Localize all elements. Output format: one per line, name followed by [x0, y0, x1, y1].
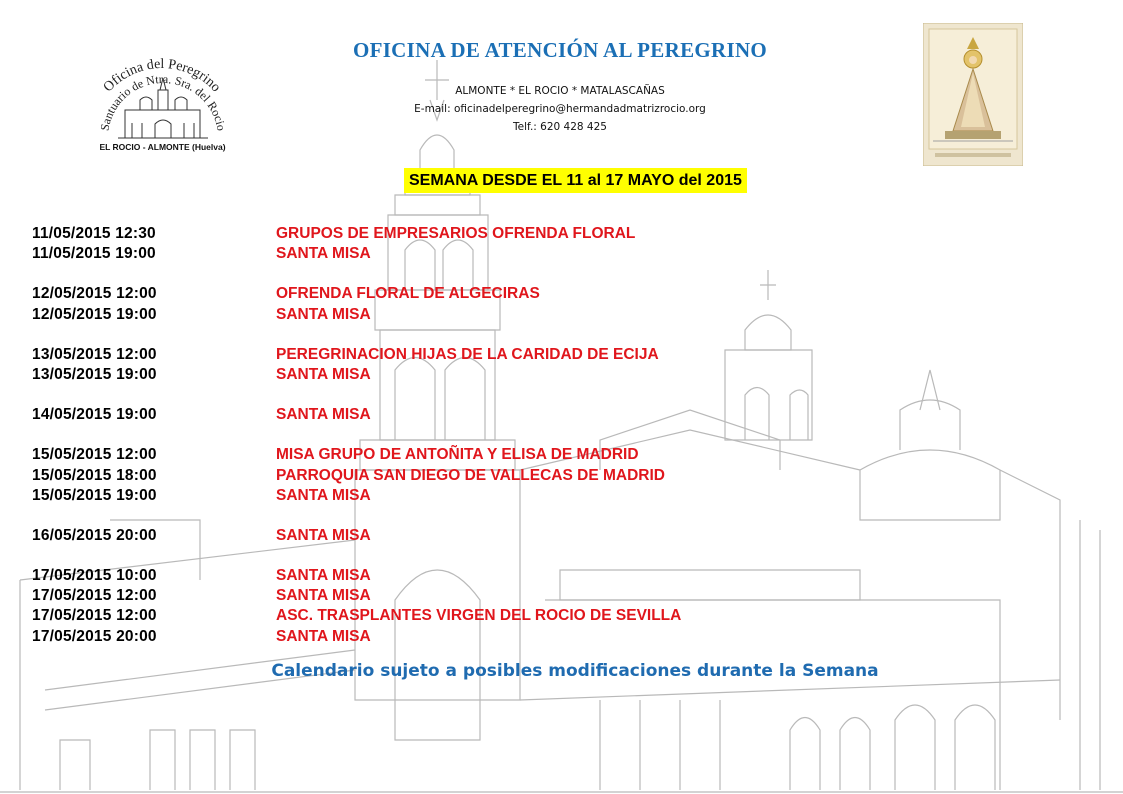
schedule-row: [32, 224, 812, 244]
schedule-row: [32, 345, 812, 365]
schedule-datetime: 11/05/2015 12:30: [32, 225, 156, 242]
schedule-event: SANTA MISA: [276, 245, 371, 263]
footer-note: Calendario sujeto a posibles modificaciones durante la Semana: [271, 661, 879, 681]
schedule-row: [32, 305, 812, 325]
schedule-datetime: 17/05/2015 20:00: [32, 627, 157, 645]
schedule-datetime: 16/05/2015 20:00: [32, 526, 157, 544]
schedule-datetime: 17/05/2015 12:00: [32, 607, 157, 625]
schedule-row: [32, 466, 812, 486]
logo-arc-outer: Oficina del Peregrino: [100, 56, 224, 96]
group-spacer: [32, 546, 812, 566]
schedule-row: [32, 244, 812, 264]
page-title: OFICINA DE ATENCIÓN AL PEREGRINO: [352, 38, 768, 62]
group-spacer: [32, 506, 812, 526]
schedule-event: ASC. TRASPLANTES VIRGEN DEL ROCIO DE SEVILLA: [276, 607, 682, 625]
schedule-row: [32, 284, 812, 304]
logo-arc-inner: Santuario de Ntra. Sra. del Rocio: [97, 71, 229, 132]
schedule-row: [32, 566, 812, 586]
schedule-event: SANTA MISA: [276, 406, 371, 424]
schedule-datetime: 13/05/2015 12:00: [32, 345, 157, 363]
schedule-event: MISA GRUPO DE ANTOÑITA Y ELISA DE MADRID: [276, 446, 639, 464]
schedule-row: [32, 586, 812, 606]
phone-line: Telf.: 620 428 425: [513, 121, 607, 133]
locations-line: ALMONTE * EL ROCIO * MATALASCAÑAS: [455, 85, 665, 97]
schedule-row: [32, 526, 812, 546]
schedule-event: GRUPOS DE EMPRESARIOS OFRENDA FLORAL: [276, 225, 636, 242]
schedule-event: SANTA MISA: [276, 587, 371, 605]
schedule-datetime: 15/05/2015 18:00: [32, 466, 157, 484]
schedule-datetime: 17/05/2015 12:00: [32, 587, 157, 605]
schedule-datetime: 12/05/2015 19:00: [32, 305, 157, 323]
schedule-event: PARROQUIA SAN DIEGO DE VALLECAS DE MADRID: [276, 466, 665, 484]
group-spacer: [32, 425, 812, 445]
virgin-portrait-icon: [923, 23, 1023, 166]
schedule-datetime: 15/05/2015 12:00: [32, 446, 157, 464]
schedule-list: [32, 224, 812, 647]
schedule-event: PEREGRINACION HIJAS DE LA CARIDAD DE ECIJA: [276, 345, 659, 363]
logo-caption: EL ROCIO - ALMONTE (Huelva): [99, 142, 226, 152]
schedule-event: SANTA MISA: [276, 526, 371, 544]
schedule-row: [32, 365, 812, 385]
schedule-event: OFRENDA FLORAL DE ALGECIRAS: [276, 285, 540, 303]
schedule-datetime: 15/05/2015 19:00: [32, 486, 157, 504]
contact-block: [250, 82, 870, 136]
schedule-row: [32, 445, 812, 465]
schedule-event: SANTA MISA: [276, 567, 371, 585]
schedule-datetime: 11/05/2015 19:00: [32, 245, 156, 263]
schedule-event: SANTA MISA: [276, 305, 371, 323]
group-spacer: [32, 385, 812, 405]
schedule-datetime: 13/05/2015 19:00: [32, 365, 157, 383]
schedule-event: SANTA MISA: [276, 365, 371, 383]
sanctuary-seal-logo: [80, 38, 245, 163]
schedule-event: SANTA MISA: [276, 627, 371, 645]
group-spacer: [32, 325, 812, 345]
week-banner: SEMANA DESDE EL 11 al 17 MAYO del 2015: [404, 168, 747, 193]
schedule-row: [32, 486, 812, 506]
schedule-datetime: 12/05/2015 12:00: [32, 285, 157, 303]
group-spacer: [32, 264, 812, 284]
schedule-datetime: 14/05/2015 19:00: [32, 406, 157, 424]
schedule-row: [32, 405, 812, 425]
email-line: E-mail: oficinadelperegrino@hermandadmatrizrocio.org: [414, 103, 706, 115]
schedule-datetime: 17/05/2015 10:00: [32, 567, 157, 585]
schedule-row: [32, 627, 812, 647]
schedule-row: [32, 606, 812, 626]
virgin-portrait-image: [923, 23, 1023, 166]
schedule-event: SANTA MISA: [276, 486, 371, 504]
